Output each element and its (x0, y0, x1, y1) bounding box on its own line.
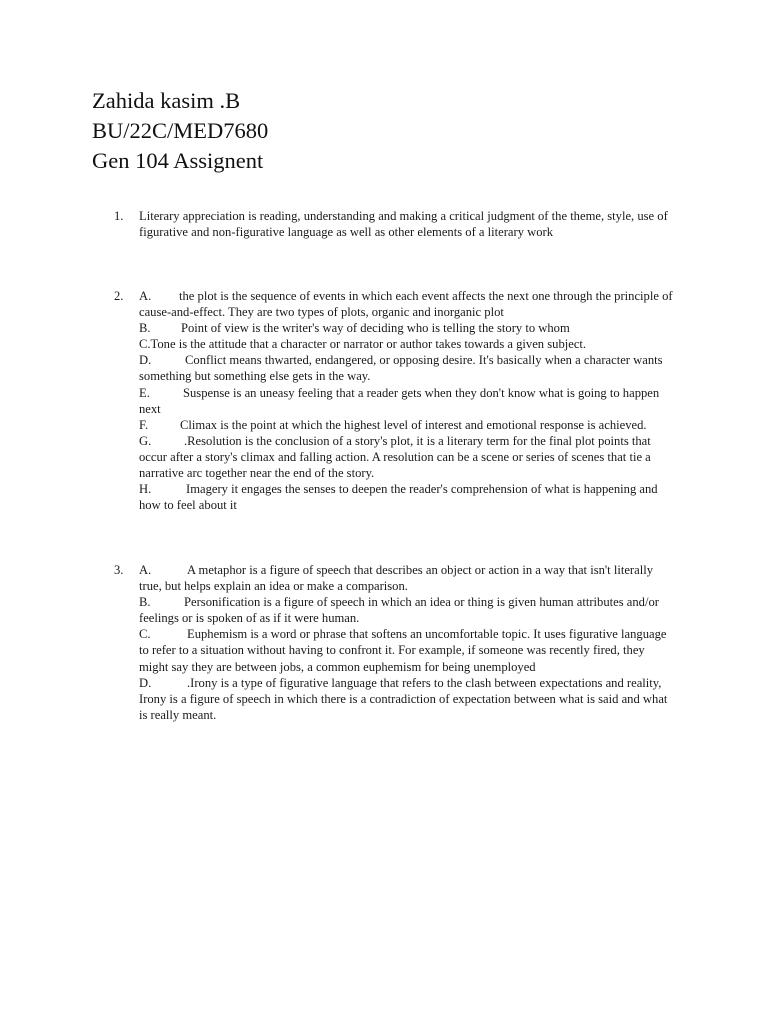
answer-item-d (139, 352, 676, 384)
answer-item-b (139, 594, 676, 626)
item-letter: A. (139, 563, 152, 577)
answer-item-a (139, 562, 676, 594)
item-letter: H. (139, 482, 152, 497)
item-letter: F. (139, 417, 149, 432)
item-letter: B. (139, 321, 151, 336)
item-letter: C. (139, 627, 151, 642)
answer-item-c: C.Tone is the attitude that a character or narrator or author takes towards a given subject. (139, 337, 587, 352)
item-letter: D. (139, 353, 152, 368)
student-name: Zahida kasim .B (92, 88, 241, 113)
answer-item-h (139, 481, 676, 513)
item-text: Euphemism is a word or phrase that softens an uncomfortable topic. It uses figurative language to refer to a situation without having to confront it. For example, if someone was recently fired, they might say they are between jobs, a common euphemism for being unemployed (139, 627, 667, 674)
item-text: Point of view is the writer's way of deciding who is telling the story to whom (181, 321, 570, 336)
item-text: Suspense is an uneasy feeling that a reader gets when they don't know what is going to happen next (139, 385, 660, 416)
registration-number: BU/22C/MED7680 (92, 118, 269, 143)
answer-item-d (139, 675, 676, 723)
answer-item-c (139, 626, 676, 674)
item-letter: G. (139, 433, 152, 448)
answer-item-b (139, 320, 676, 336)
answer-item-e (139, 385, 676, 417)
question-number: 3. (114, 563, 124, 577)
question-1 (96, 208, 676, 240)
item-text: A metaphor is a figure of speech that describes an object or action in a way that isn't literally true, but helps explain an idea or make a comparison. (139, 563, 653, 594)
item-letter: A. (139, 289, 152, 303)
document-header (92, 86, 268, 176)
item-text: Climax is the point at which the highest level of interest and emotional response is achieved. (180, 417, 647, 432)
item-text: .Resolution is the conclusion of a story's plot, it is a literary term for the final plot points that occur after a story's climax and falling action. A resolution can be a scene or series of scenes that tie a narrative arc together near the end of the story. (139, 433, 651, 481)
question-number: 1. (114, 209, 124, 223)
item-letter: B. (139, 595, 151, 610)
item-letter: D. (139, 675, 152, 690)
item-text: Personification is a figure of speech in which an idea or thing is given human attributes and/or feelings or is spoken of as if it were human. (139, 595, 659, 626)
answer-item-a (139, 288, 676, 320)
answer-item-g (139, 433, 676, 481)
item-text: Conflict means thwarted, endangered, or opposing desire. It's basically when a character wants something but something else gets in the way. (139, 353, 663, 384)
item-text: .Irony is a type of figurative language that refers to the clash between expectations and reality, Irony is a figure of speech in which there is a contradiction of expectation between what is said and what is really meant. (139, 675, 668, 722)
question-3 (96, 562, 676, 723)
item-text: Imagery it engages the senses to deepen the reader's comprehension of what is happening and how to feel about it (139, 482, 658, 513)
question-2 (96, 288, 676, 513)
answer-item-f (139, 417, 676, 433)
question-number: 2. (114, 289, 124, 303)
answer-text: Literary appreciation is reading, understanding and making a critical judgment of the theme, style, use of figurative and non-figurative language as well as other elements of a literary work (139, 209, 668, 240)
assignment-title: Gen 104 Assignent (92, 148, 264, 173)
item-text: the plot is the sequence of events in which each event affects the next one through the principle of cause-and-effect. They are two types of plots, organic and inorganic plot (139, 289, 673, 320)
item-letter: E. (139, 385, 150, 400)
